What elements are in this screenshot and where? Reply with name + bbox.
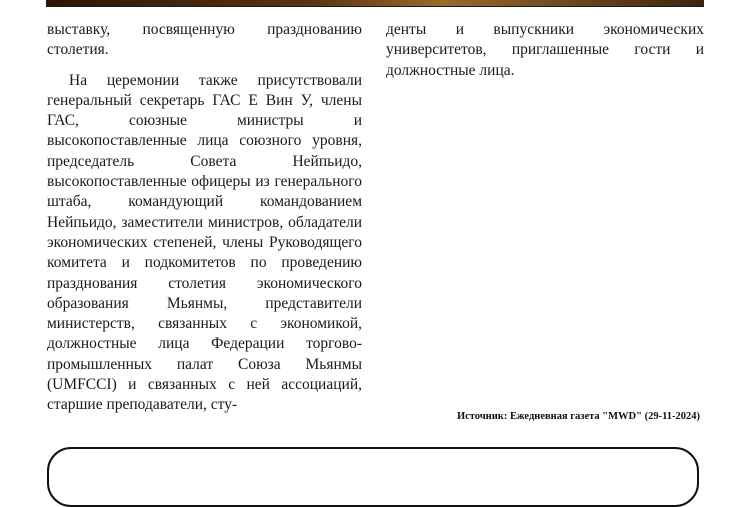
top-photo-banner xyxy=(46,0,704,7)
article-paragraph: На церемонии также присутствовали генеральный секретарь ГАС Е Вин У, члены ГАС, союзные министры и высокопоставленные лица союзного уровня, председатель Совета Нейпьидо, высокопоставленные офицеры из генерального штаба, командующий командованием Нейпьидо, заместители министров, обладатели экономических степеней, члены Руководящего комитета и подкомитетов по проведению празднования столетия экономического образования Мьянмы, представители министерств, связанных с экономикой, должностные лица Федерации торгово-промышленных палат Союза Мьянмы (UMFCCI) и связанных с ней ассоциаций, старшие преподаватели, сту- xyxy=(47,71,362,414)
article-column-right xyxy=(386,20,704,81)
article-column-left xyxy=(47,20,362,416)
article-paragraph: денты и выпускники экономических университетов, приглашенные гости и должностные лица. xyxy=(386,21,704,79)
source-credit: Источник: Ежедневная газета "MWD" (29-11-2024) xyxy=(456,411,700,422)
next-article-frame xyxy=(47,447,699,507)
article-paragraph: выставку, посвященную празднованию столетия. xyxy=(47,21,362,59)
